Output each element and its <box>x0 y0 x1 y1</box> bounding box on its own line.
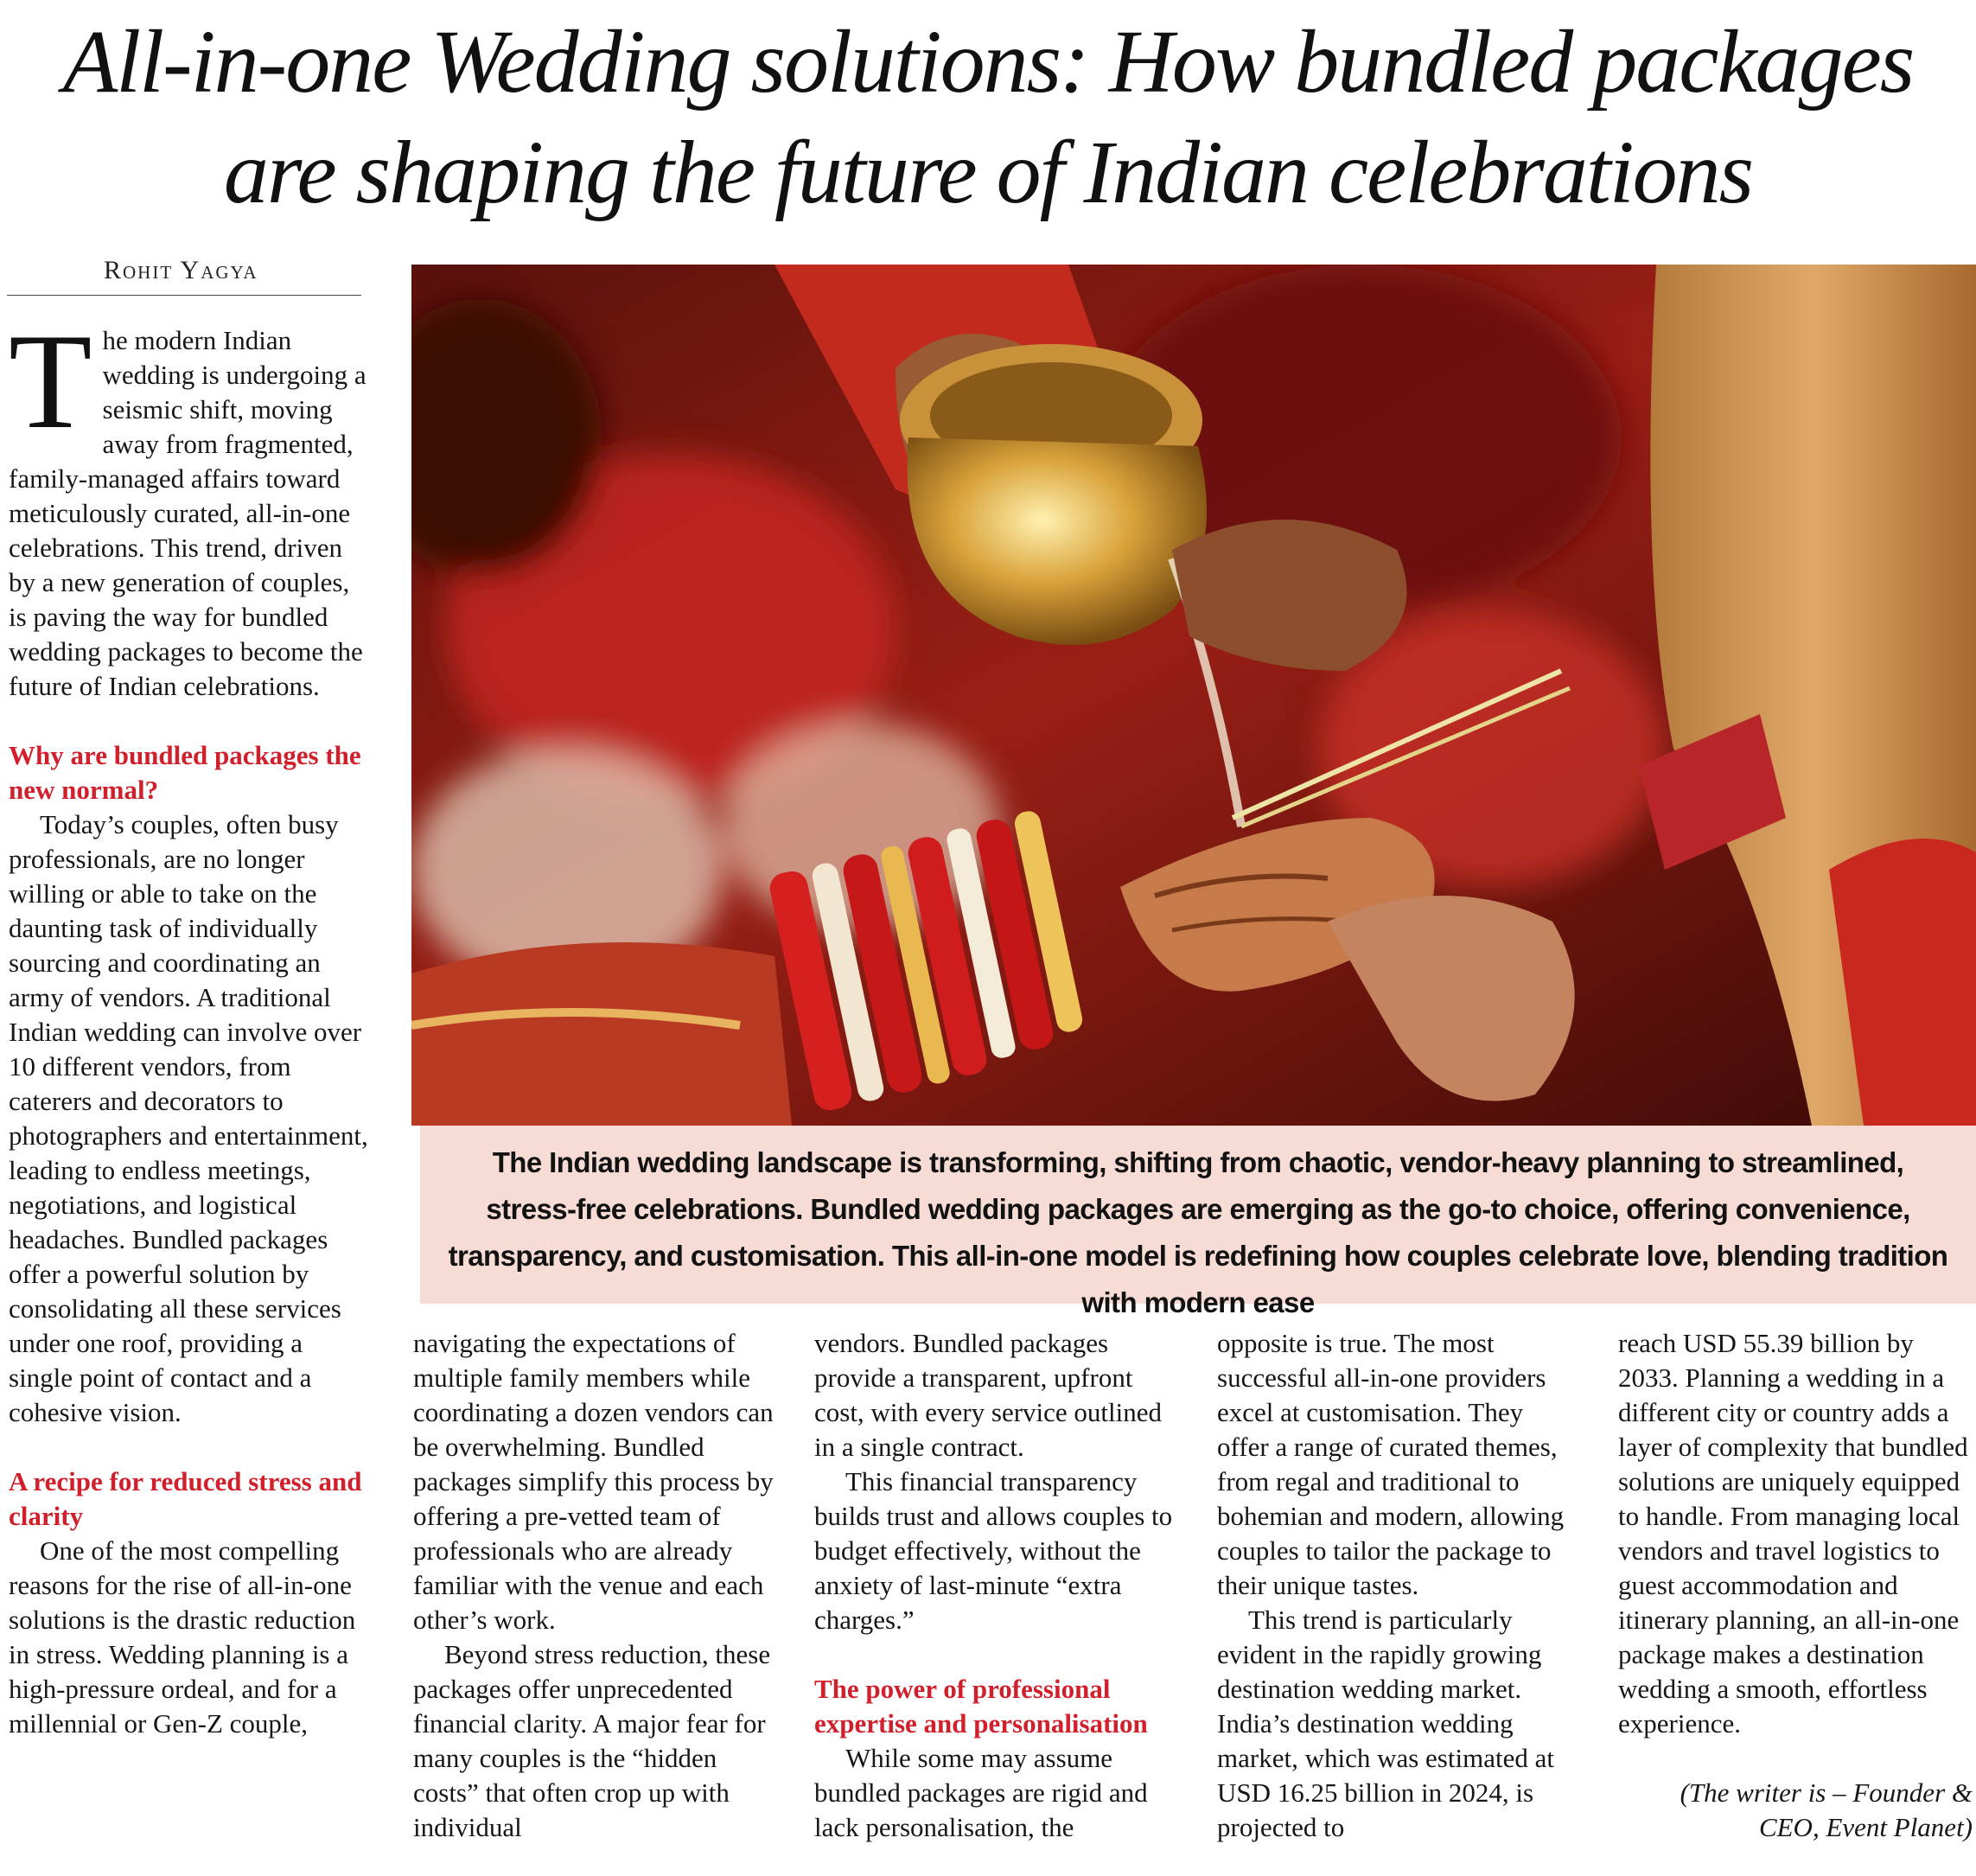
column-1 <box>9 306 372 1741</box>
spacer <box>9 1430 372 1464</box>
paragraph: opposite is true. The most successful all-in-one providers excel at customisation. They offer a range of curated themes, from regal and traditional to bohemian and modern, allowing couples to tailor the package to their unique tastes. <box>1217 1328 1565 1600</box>
subheading-professional-expertise: The power of professional expertise and personalisation <box>814 1674 1148 1739</box>
paragraph: One of the most compelling reasons for the rise of all-in-one solutions is the drastic reduction in stress. Wedding planning is a high-pressure ordeal, and for a millennial or Gen-Z couple, <box>9 1535 356 1739</box>
headline-line-1: All-in-one Wedding solutions: How bundled packages <box>62 12 1914 112</box>
intro-paragraph <box>9 306 372 704</box>
spacer <box>9 704 372 738</box>
wedding-ritual-photo <box>411 265 1976 1126</box>
column-3 <box>814 1326 1177 1845</box>
paragraph: While some may assume bundled packages are rigid and lack personalisation, the <box>814 1743 1148 1842</box>
column-5 <box>1618 1326 1973 1845</box>
headline <box>0 7 1976 228</box>
subheading-reduced-stress: A recipe for reduced stress and clarity <box>9 1466 362 1531</box>
paragraph: reach USD 55.39 billion by 2033. Planning a wedding in a different city or country adds a layer of complexity that bundled solutions are uniquely equipped to handle. From managing local vendors and travel logistics to guest accommodation and itinerary planning, an all-in-one package makes a destination wedding a smooth, effortless experience. <box>1618 1328 1968 1739</box>
paragraph: Beyond stress reduction, these packages offer unprecedented financial clarity. A major fear for many couples is the “hidden costs” that often crop up with individual <box>413 1639 771 1842</box>
byline: Rohit Yagya <box>104 256 258 284</box>
paragraph: navigating the expectations of multiple family members while coordinating a dozen vendors can be overwhelming. Bundled packages simplify this process by offering a pre-vetted team of professionals who are already familiar with the venue and each other’s work. <box>413 1328 774 1635</box>
paragraph: Today’s couples, often busy professionals, are no longer willing or able to take on the daunting task of individually sourcing and coordinating an army of vendors. A traditional Indian wedding can involve over 10 different vendors, from caterers and decorators to photographers and entertainment, leading to endless meetings, negotiations, and logistical headaches. Bundled packages offer a powerful solution by consolidating all these services under one roof, providing a single point of contact and a cohesive vision. <box>9 809 368 1427</box>
paragraph: vendors. Bundled packages provide a transparent, upfront cost, with every service outlined in a single contract. <box>814 1328 1163 1462</box>
byline-rule <box>7 295 361 296</box>
paragraph: This financial transparency builds trust and allows couples to budget effectively, without the anxiety of last-minute “extra charges.” <box>814 1466 1173 1635</box>
headline-line-2: are shaping the future of Indian celebrations <box>223 123 1753 222</box>
column-4 <box>1217 1326 1580 1845</box>
writer-credit: (The writer is – Founder & CEO, Event Planet) <box>1680 1777 1973 1842</box>
spacer <box>814 1637 1177 1672</box>
column-2 <box>413 1326 776 1845</box>
dropcap: T <box>9 306 92 457</box>
callout-summary: The Indian wedding landscape is transforming, shifting from chaotic, vendor-heavy planning to streamlined, stress-free celebrations. Bundled wedding packages are emerging as the go-to choice, offering convenience, transparency, and customisation. This all-in-one model is redefining how couples celebrate love, blending tradition with modern ease <box>420 1126 1976 1304</box>
subheading-why-bundled: Why are bundled packages the new normal? <box>9 740 361 805</box>
paragraph: This trend is particularly evident in the rapidly growing destination wedding market. India’s destination wedding market, which was estimated at USD 16.25 billion in 2024, is projected to <box>1217 1605 1554 1842</box>
intro-text: he modern Indian wedding is undergoing a seismic shift, moving away from fragmented, family-managed affairs toward meticulously curated, all-in-one celebrations. This trend, driven by a new generation of couples, is paving the way for bundled wedding packages to become the future of Indian celebrations. <box>9 325 367 701</box>
